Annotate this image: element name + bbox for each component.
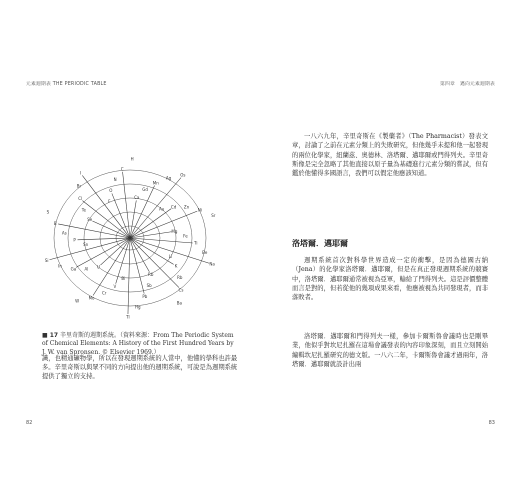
- element-label: Cl: [78, 196, 83, 202]
- spiral-spoke: [78, 238, 130, 240]
- right-para-2-text: 週期系統首次對科學世界造成一定的衝擊，是因為德國古納（Jena）的化學家洛塔爾．邁耶爾，但是在真正發現週期系統的競賽中，洛塔爾．邁耶爾通常被視為亞軍，輸給了門得列夫。這是評價整體而言是對的，但若從他的幾項成果來看，他應被視為共同發現者，而非落敗者。: [292, 257, 488, 302]
- element-label: C: [120, 166, 124, 172]
- element-label: Te: [81, 207, 86, 213]
- spiral-spoke: [128, 238, 130, 314]
- spiral-spoke: [58, 224, 130, 238]
- right-para-3: [292, 332, 488, 369]
- element-label: N: [113, 177, 117, 183]
- element-label: As: [61, 230, 67, 236]
- spiral-spoke: [130, 200, 136, 238]
- spiral-spoke: [130, 238, 193, 243]
- section-heading: 洛塔爾．邁耶爾: [292, 239, 348, 248]
- hinrichs-periodic-spiral-figure: [44, 128, 230, 328]
- element-label: Gd: [142, 186, 148, 192]
- left-body: [42, 354, 238, 382]
- element-label: Ag: [165, 175, 172, 181]
- element-label: Na: [209, 261, 215, 267]
- element-label: W: [75, 298, 80, 304]
- element-label: Mg: [171, 228, 178, 234]
- right-running-head: 第四章 邁向元素週期表: [440, 82, 495, 87]
- element-label: I: [79, 170, 82, 176]
- element-label: Sn: [83, 242, 89, 248]
- left-body-paragraph: 識，也精通礦物學，所以在發現週期系統的人當中，他懂的學科也許最多。辛里奇斯以與眾不同的方向提出他的週期系統，可說是為週期系統提供了獨立的支持。: [42, 355, 238, 381]
- element-label: In: [58, 263, 62, 269]
- element-label: Os: [180, 172, 186, 178]
- element-label: Sb: [146, 282, 152, 288]
- element-label: Ba: [176, 300, 183, 306]
- element-label: Cd: [170, 204, 177, 210]
- right-para-1: [292, 132, 488, 178]
- right-para-1-text: 一八六九年，辛里奇斯在《製藥者》（The Pharmacist）發表文章，討論了之前在元素分類上的失敗研究，但他幾乎未提和他一起發現的兩位化學家，紐蘭茲、奧德林、洛塔爾、邁耶爾或門得列夫。辛里奇斯像是完全忽略了其他直接以原子量為基礎進行元素分類的嘗試，但有鑑於他懂得多國語言，我們可以假定他應該知道。: [292, 133, 488, 178]
- element-label: Mo: [88, 295, 95, 301]
- element-label: O: [109, 188, 113, 194]
- spiral-spoke: [130, 209, 171, 238]
- left-page-number: 82: [26, 420, 33, 426]
- element-label: B: [53, 220, 57, 226]
- element-label: Hg: [134, 304, 141, 310]
- element-label: Sr: [211, 212, 216, 218]
- element-label: Rb: [148, 271, 154, 277]
- spiral-spoke: [130, 238, 179, 288]
- element-label: F: [108, 199, 111, 205]
- spiral-spoke: [130, 232, 171, 238]
- element-label: Ga: [70, 266, 77, 272]
- spiral-spoke: [123, 172, 130, 238]
- right-para-2: [292, 256, 488, 302]
- element-label: Li: [168, 253, 172, 259]
- element-label: U: [96, 264, 100, 270]
- element-label: Al: [84, 266, 89, 272]
- element-label: Si: [44, 258, 49, 264]
- element-label: P: [73, 237, 76, 243]
- left-running-head: 元素週期表 THE PERIODIC TABLE: [26, 82, 107, 87]
- element-label: Cr: [101, 290, 107, 296]
- spiral-spoke: [130, 238, 144, 294]
- element-label: Bi: [121, 276, 126, 282]
- element-label: Cs: [178, 287, 184, 293]
- spiral-spoke: [130, 186, 155, 238]
- figure-number: ■ 17: [42, 332, 59, 339]
- right-page: [272, 76, 501, 430]
- element-label: Be: [202, 250, 208, 256]
- right-para-3-text: 洛塔爾．邁耶爾和門得列夫一樣，參加卡爾斯魯會議時也是剛畢業，他似乎對坎尼扎羅在這場會議發表的內容印象深刻，而且立刻開始編輯坎尼扎羅研究的德文版。一八六二年，卡爾斯魯會議才過兩年，洛塔爾．邁耶爾就設計出兩: [292, 333, 488, 368]
- element-label: Ca: [134, 194, 140, 200]
- element-label: Au: [158, 206, 165, 212]
- spiral-spoke: [82, 175, 130, 238]
- element-label: Ni: [197, 207, 203, 213]
- element-label: Ti: [194, 240, 198, 246]
- element-label: Pb: [142, 293, 148, 299]
- element-label: Br: [76, 183, 82, 189]
- left-page: [20, 76, 249, 430]
- element-label: S: [46, 209, 50, 215]
- figure-caption-text: 辛里奇斯的週期系統。（資料來源：From The Periodic System of Chemical Elements: A History of the First Hundred Years by J. W. van Spronsen. © Elsevier 1969.）: [42, 332, 234, 356]
- element-label: K: [174, 263, 178, 269]
- element-label: Mn: [152, 180, 159, 186]
- element-label: Se: [87, 217, 93, 223]
- element-label: H: [130, 156, 134, 162]
- element-label: Zn: [183, 204, 190, 210]
- element-label: Fe: [183, 233, 188, 239]
- element-label: Tl: [126, 314, 130, 320]
- element-label: Rb: [177, 274, 183, 280]
- right-page-number: 83: [488, 420, 495, 426]
- element-label: V: [113, 284, 117, 290]
